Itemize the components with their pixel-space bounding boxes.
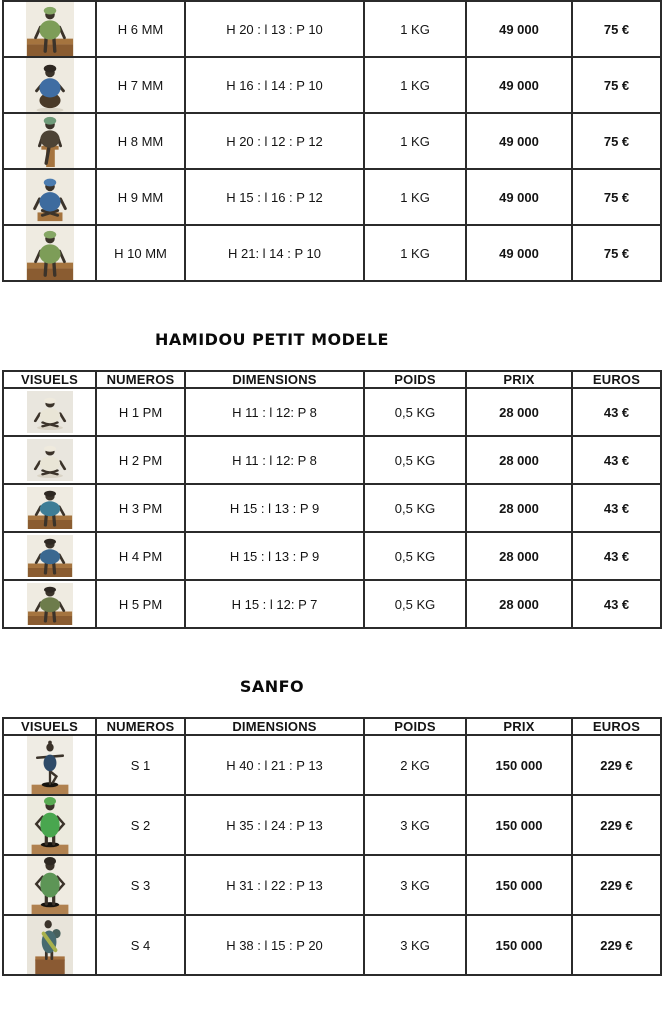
dimensions-cell: H 15 : l 13 : P 9 xyxy=(185,532,364,580)
visuel-cell xyxy=(3,57,96,113)
visuel-cell xyxy=(3,388,96,436)
numero-cell: S 2 xyxy=(96,795,185,855)
column-header-poids: POIDS xyxy=(364,718,466,735)
visuel-cell xyxy=(3,113,96,169)
prix-cell: 49 000 xyxy=(466,169,572,225)
euros-cell: 75 € xyxy=(572,1,661,57)
dimensions-cell: H 31 : l 22 : P 13 xyxy=(185,855,364,915)
poids-cell: 1 KG xyxy=(364,113,466,169)
numero-cell: H 2 PM xyxy=(96,436,185,484)
visuel-cell xyxy=(3,169,96,225)
euros-cell: 43 € xyxy=(572,436,661,484)
euros-cell: 43 € xyxy=(572,388,661,436)
poids-cell: 0,5 KG xyxy=(364,532,466,580)
numero-cell: H 4 PM xyxy=(96,532,185,580)
dimensions-cell: H 38 : l 15 : P 20 xyxy=(185,915,364,975)
numero-cell: H 6 MM xyxy=(96,1,185,57)
euros-cell: 43 € xyxy=(572,484,661,532)
numero-cell: H 7 MM xyxy=(96,57,185,113)
poids-cell: 0,5 KG xyxy=(364,436,466,484)
dimensions-cell: H 40 : l 21 : P 13 xyxy=(185,735,364,795)
dimensions-cell: H 15 : l 16 : P 12 xyxy=(185,169,364,225)
visuel-cell xyxy=(3,1,96,57)
table-row xyxy=(3,113,661,169)
sculpture-photo-icon xyxy=(26,2,74,56)
table-row xyxy=(3,388,661,436)
euros-cell: 43 € xyxy=(572,532,661,580)
numero-cell: H 10 MM xyxy=(96,225,185,281)
table-row xyxy=(3,795,661,855)
poids-cell: 1 KG xyxy=(364,169,466,225)
table-row xyxy=(3,915,661,975)
table-row xyxy=(3,436,661,484)
dimensions-cell: H 16 : l 14 : P 10 xyxy=(185,57,364,113)
euros-cell: 43 € xyxy=(572,580,661,628)
prix-cell: 150 000 xyxy=(466,735,572,795)
section-title-hamidou-petit-modele: HAMIDOU PETIT MODELE xyxy=(155,330,389,349)
visuel-cell xyxy=(3,580,96,628)
visuel-cell xyxy=(3,532,96,580)
visuel-cell xyxy=(3,915,96,975)
numero-cell: S 3 xyxy=(96,855,185,915)
column-header-dimensions: DIMENSIONS xyxy=(185,371,364,388)
visuel-cell xyxy=(3,735,96,795)
sculpture-photo-icon xyxy=(27,796,73,854)
sculpture-photo-icon xyxy=(27,916,73,974)
poids-cell: 0,5 KG xyxy=(364,484,466,532)
poids-cell: 3 KG xyxy=(364,795,466,855)
table-row xyxy=(3,484,661,532)
table-row xyxy=(3,57,661,113)
dimensions-cell: H 15 : l 12: P 7 xyxy=(185,580,364,628)
prix-cell: 28 000 xyxy=(466,388,572,436)
prix-cell: 49 000 xyxy=(466,113,572,169)
column-header-dimensions: DIMENSIONS xyxy=(185,718,364,735)
euros-cell: 229 € xyxy=(572,735,661,795)
sculpture-photo-icon xyxy=(27,583,73,625)
euros-cell: 75 € xyxy=(572,169,661,225)
table-row xyxy=(3,735,661,795)
column-header-numeros: NUMEROS xyxy=(96,371,185,388)
poids-cell: 2 KG xyxy=(364,735,466,795)
column-header-visuels: VISUELS xyxy=(3,718,96,735)
numero-cell: H 3 PM xyxy=(96,484,185,532)
poids-cell: 3 KG xyxy=(364,915,466,975)
sculpture-photo-icon xyxy=(27,856,73,914)
euros-cell: 229 € xyxy=(572,855,661,915)
sculpture-photo-icon xyxy=(27,736,73,794)
numero-cell: H 5 PM xyxy=(96,580,185,628)
prix-cell: 49 000 xyxy=(466,225,572,281)
visuel-cell xyxy=(3,855,96,915)
column-header-prix: PRIX xyxy=(466,718,572,735)
visuel-cell xyxy=(3,795,96,855)
sculpture-photo-icon xyxy=(27,487,73,529)
prix-cell: 28 000 xyxy=(466,580,572,628)
table-row xyxy=(3,532,661,580)
numero-cell: S 1 xyxy=(96,735,185,795)
poids-cell: 3 KG xyxy=(364,855,466,915)
column-header-poids: POIDS xyxy=(364,371,466,388)
prix-cell: 28 000 xyxy=(466,532,572,580)
sculpture-photo-icon xyxy=(26,170,74,224)
dimensions-cell: H 20 : l 13 : P 10 xyxy=(185,1,364,57)
poids-cell: 1 KG xyxy=(364,57,466,113)
table-row xyxy=(3,1,661,57)
prix-cell: 28 000 xyxy=(466,484,572,532)
table-row xyxy=(3,855,661,915)
prix-cell: 49 000 xyxy=(466,1,572,57)
poids-cell: 0,5 KG xyxy=(364,388,466,436)
euros-cell: 75 € xyxy=(572,225,661,281)
euros-cell: 75 € xyxy=(572,57,661,113)
sculpture-photo-icon xyxy=(26,226,74,280)
euros-cell: 229 € xyxy=(572,795,661,855)
euros-cell: 75 € xyxy=(572,113,661,169)
column-header-euros: EUROS xyxy=(572,718,661,735)
dimensions-cell: H 11 : l 12: P 8 xyxy=(185,388,364,436)
numero-cell: S 4 xyxy=(96,915,185,975)
sculpture-photo-icon xyxy=(27,439,73,481)
header-row xyxy=(3,718,661,735)
sculpture-photo-icon xyxy=(26,114,74,168)
visuel-cell xyxy=(3,225,96,281)
dimensions-cell: H 11 : l 12: P 8 xyxy=(185,436,364,484)
column-header-euros: EUROS xyxy=(572,371,661,388)
poids-cell: 1 KG xyxy=(364,225,466,281)
numero-cell: H 9 MM xyxy=(96,169,185,225)
dimensions-cell: H 21: l 14 : P 10 xyxy=(185,225,364,281)
prix-cell: 28 000 xyxy=(466,436,572,484)
table-row xyxy=(3,225,661,281)
column-header-numeros: NUMEROS xyxy=(96,718,185,735)
sculpture-photo-icon xyxy=(27,391,73,433)
visuel-cell xyxy=(3,484,96,532)
prix-cell: 150 000 xyxy=(466,915,572,975)
prix-cell: 150 000 xyxy=(466,795,572,855)
prix-cell: 49 000 xyxy=(466,57,572,113)
numero-cell: H 1 PM xyxy=(96,388,185,436)
price-table-sanfo xyxy=(2,717,662,976)
poids-cell: 1 KG xyxy=(364,1,466,57)
column-header-prix: PRIX xyxy=(466,371,572,388)
sculpture-photo-icon xyxy=(26,58,74,112)
prix-cell: 150 000 xyxy=(466,855,572,915)
dimensions-cell: H 15 : l 13 : P 9 xyxy=(185,484,364,532)
table-row xyxy=(3,580,661,628)
table-row xyxy=(3,169,661,225)
price-table-hamidou-moyen-modele xyxy=(2,0,662,282)
dimensions-cell: H 20 : l 12 : P 12 xyxy=(185,113,364,169)
section-title-sanfo: SANFO xyxy=(239,677,305,696)
visuel-cell xyxy=(3,436,96,484)
numero-cell: H 8 MM xyxy=(96,113,185,169)
sculpture-photo-icon xyxy=(27,535,73,577)
dimensions-cell: H 35 : l 24 : P 13 xyxy=(185,795,364,855)
column-header-visuels: VISUELS xyxy=(3,371,96,388)
price-table-hamidou-petit-modele xyxy=(2,370,662,629)
euros-cell: 229 € xyxy=(572,915,661,975)
header-row xyxy=(3,371,661,388)
poids-cell: 0,5 KG xyxy=(364,580,466,628)
